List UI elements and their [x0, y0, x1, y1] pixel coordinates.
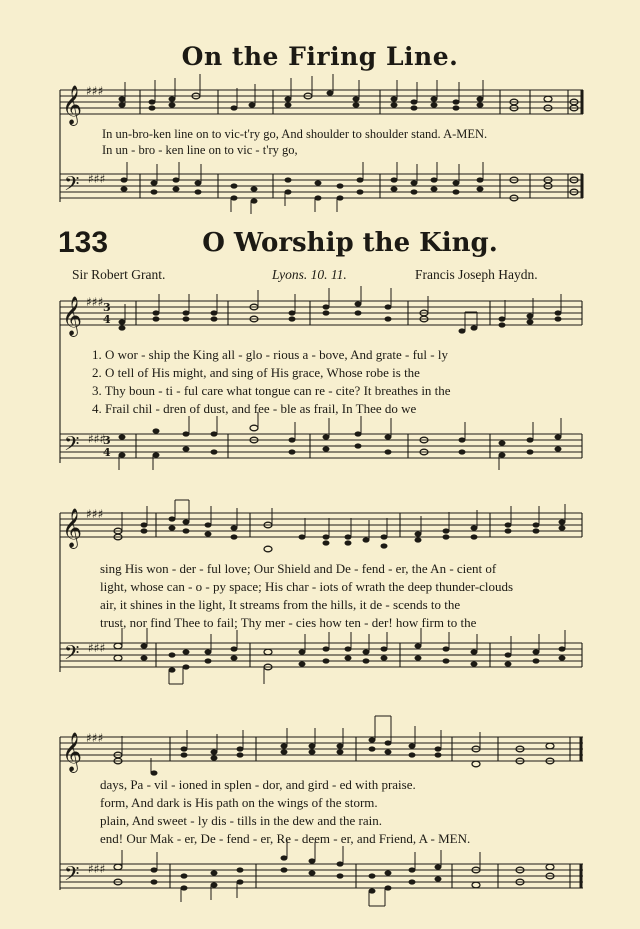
- s3-bass-staff: [60, 862, 583, 890]
- svg-text:4: 4: [103, 313, 111, 326]
- s3-lyric-verse-3: plain, And sweet - ly dis - tills in the dew and the rain.: [100, 813, 382, 828]
- s2-bass-staff: [60, 641, 582, 669]
- hymn-tune: Lyons. 10. 11.: [272, 267, 347, 282]
- s1-treble-notes: [119, 286, 562, 334]
- svg-text:♯♯♯: ♯♯♯: [86, 84, 104, 98]
- s2-bass-notes: [114, 628, 566, 684]
- svg-text:𝄢: 𝄢: [64, 862, 80, 890]
- s3-treble-notes: [114, 716, 554, 776]
- svg-text:𝄞: 𝄞: [62, 508, 83, 548]
- s2-treble-notes: [114, 500, 566, 552]
- s1-lyric-verse-1: 1. O wor - ship the King all - glo - rious a - bove, And grate - ful - ly: [92, 347, 448, 362]
- s2-lyric-verse-2: light, whose can - o - py space; His char - iots of wrath the deep thunder-clouds: [100, 579, 514, 594]
- top-treble-notes: [119, 74, 579, 111]
- svg-text:𝄢: 𝄢: [64, 432, 80, 460]
- s3-lyric-verse-1: days, Pa - vil - ioned in splen - dor, and gird - ed with praise.: [100, 777, 416, 792]
- top-lyric-line-2: In un - bro - ken line on to vic - t'ry go,: [102, 143, 298, 157]
- s1-bass-notes: [119, 412, 562, 470]
- s3-lyric-verse-4: end! Our Mak - er, De - fend - er, Re - deem - er, and Friend, A - MEN.: [100, 831, 471, 846]
- svg-text:𝄞: 𝄞: [62, 296, 83, 336]
- top-hymn-title: On the Firing Line.: [181, 42, 459, 71]
- hymn-composer: Francis Joseph Haydn.: [415, 267, 538, 282]
- svg-text:4: 4: [103, 446, 111, 459]
- top-lyric-line-1: In un-bro-ken line on to vic-t'ry go, And shoulder to shoulder stand. A-MEN.: [102, 127, 488, 141]
- svg-text:♯♯♯: ♯♯♯: [88, 172, 106, 186]
- svg-text:3: 3: [103, 434, 111, 447]
- hymn-number: 133: [58, 226, 109, 259]
- svg-text:♯♯♯: ♯♯♯: [86, 507, 104, 521]
- s2-lyric-verse-4: trust, nor find Thee to fail; Thy mer - cies how ten - der! how firm to the: [100, 615, 477, 630]
- top-bass-notes: [121, 162, 579, 214]
- s3-lyric-verse-2: form, And dark is His path on the wings of the storm.: [100, 795, 378, 810]
- svg-text:♯♯♯: ♯♯♯: [88, 862, 106, 876]
- svg-text:𝄞: 𝄞: [62, 85, 83, 125]
- top-bass-staff: [60, 172, 583, 200]
- svg-text:♯♯♯: ♯♯♯: [86, 731, 104, 745]
- svg-text:𝄢: 𝄢: [64, 641, 80, 669]
- s3-bass-notes: [114, 840, 554, 906]
- hymn-author: Sir Robert Grant.: [72, 267, 166, 282]
- svg-text:𝄢: 𝄢: [64, 172, 80, 200]
- svg-text:♯♯♯: ♯♯♯: [88, 641, 106, 655]
- svg-text:3: 3: [103, 301, 111, 314]
- s1-lyric-verse-4: 4. Frail chil - dren of dust, and fee - ble as frail, In Thee do we: [92, 401, 417, 416]
- s1-lyric-verse-2: 2. O tell of His might, and sing of His grace, Whose robe is the: [92, 365, 420, 380]
- s2-lyric-verse-3: air, it shines in the light, It streams from the hills, it de - scends to the: [100, 597, 461, 612]
- s2-lyric-verse-1: sing His won - der - ful love; Our Shield and De - fend - er, the An - cient of: [100, 561, 497, 576]
- hymn-title: O Worship the King.: [202, 228, 498, 258]
- s1-lyric-verse-3: 3. Thy boun - ti - ful care what tongue can re - cite? It breathes in the: [92, 383, 451, 398]
- svg-text:♯♯♯: ♯♯♯: [86, 295, 104, 309]
- svg-text:♯♯♯: ♯♯♯: [88, 432, 106, 446]
- svg-text:𝄞: 𝄞: [62, 732, 83, 772]
